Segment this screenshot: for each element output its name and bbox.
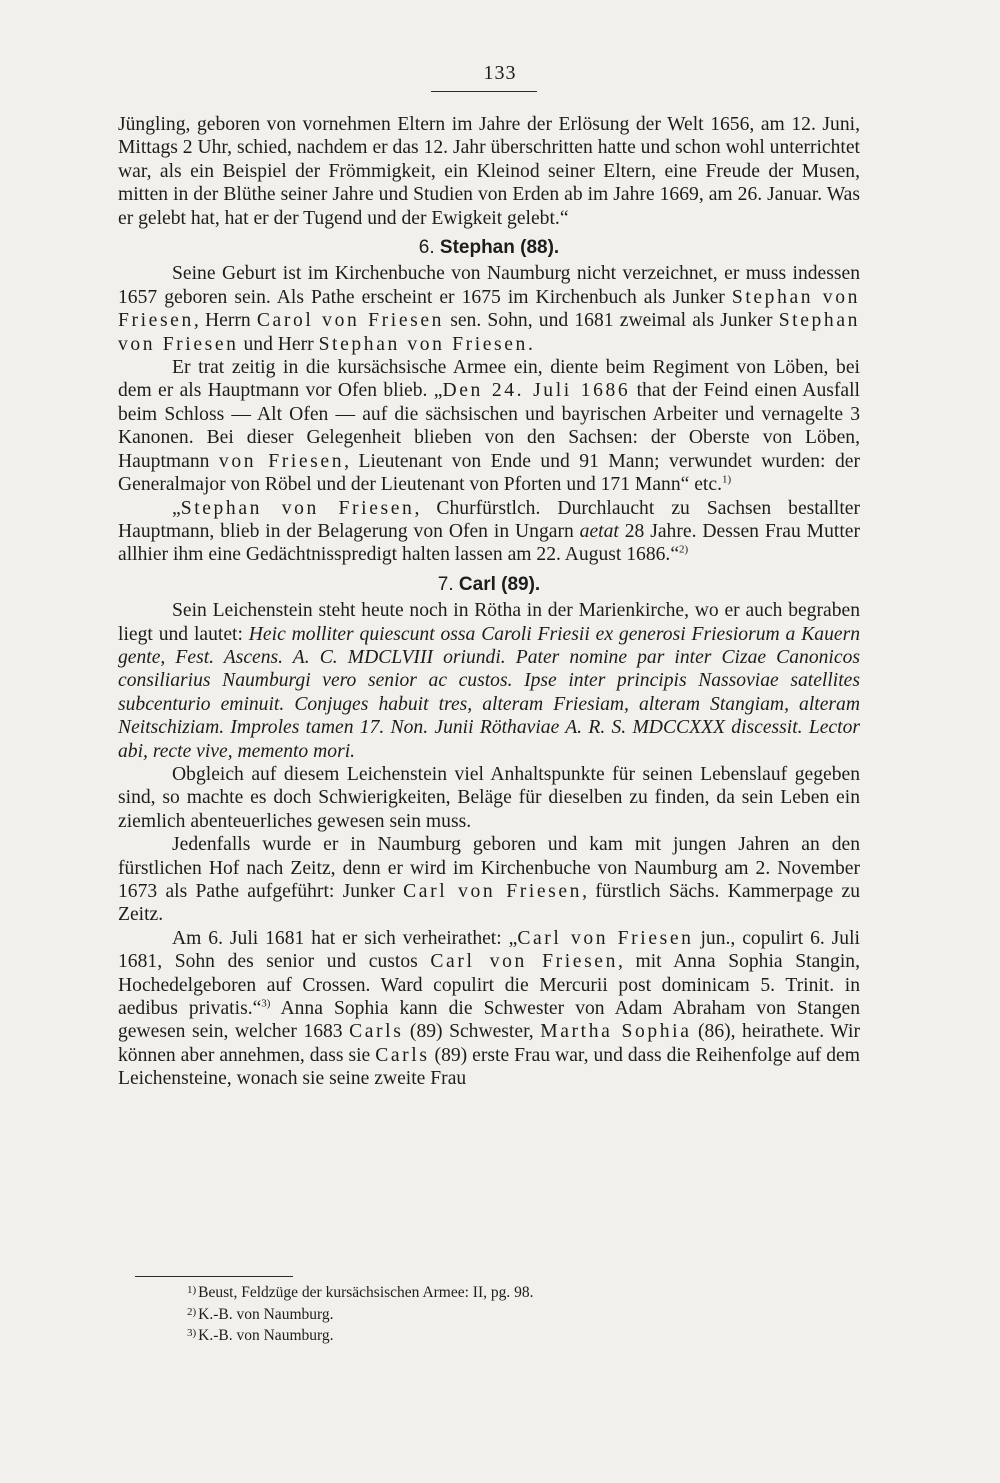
paragraph-text: Jüngling, geboren von vornehmen Eltern im Jahre der Erlösung der Welt 1656, am 12. Juni, Mittags 2 Uhr, schied, nachdem er das 12. Jahr überschritten hatte und schon wohl unterrichtet war, als ein Beispiel der Frömmigkeit, ein Kleinod seiner Eltern, eine Freude der Musen, mitten in der Blüthe seiner Jahre und Studien von Erden ab im Jahre 1669, am 26. Januar. Was er gelebt hat, hat er der Tugend und der Ewigkeit gelebt.“	[118, 114, 860, 229]
footnote	[187, 1281, 747, 1303]
text-run: und Herr	[238, 333, 319, 355]
spaced-name: Carl von Friesen	[430, 951, 618, 973]
spaced-name: Martha Sophia	[540, 1021, 692, 1043]
spaced-name: Carls	[375, 1044, 430, 1066]
section-title: Carl (89).	[458, 573, 541, 595]
text-run: (89) erste Frau war, und dass die Reihenfolge auf dem Leichensteine, wonach sie seine zweite Frau	[118, 1044, 860, 1090]
footnote-reference: 1)	[721, 473, 732, 486]
text-run: sen. Sohn, und 1681 zweimal als Junker	[444, 310, 779, 332]
spaced-name: Stephan von Friesen	[118, 286, 860, 332]
text-run: 28 Jahre. Dessen Frau Mutter allhier ihm eine Gedächtnisspredigt halten lassen am 22. August 1686.“	[118, 520, 860, 566]
latin-inscription: Heic molliter quiescunt ossa Caroli Friesii ex generosi Friesiorum a Kauern gente, Fest. Ascens. A. C. MDCLVIII oriundi. Pater nomine par inter Cizae Canonicos consiliarius Naumburgi vero senior ac custos. Ipse inter principis Nassoviae satellites subcenturio eminuit. Conjuges habuit tres, alteram Friesiam, alteram Stangiam, alteram Neitschiziam. Improles tamen 17. Non. Junii Röthaviae A. R. S. MDCCXXX discessit. Lector abi, recte vive, memento mori.	[118, 623, 860, 762]
section-title: Stephan (88).	[439, 237, 560, 259]
footnote	[187, 1324, 747, 1346]
spaced-name: Stephan von Friesen	[318, 333, 528, 355]
text-run: , fürstlich Sächs. Kammerpage zu Zeitz.	[118, 881, 860, 926]
paragraph-continued	[118, 113, 860, 230]
spaced-name: Stephan von Friesen	[118, 310, 861, 355]
page-number: 133	[483, 62, 517, 84]
text-run: „	[172, 497, 181, 519]
text-run: , mit Anna Sophia Stangin, Hochedelgeboren auf Crossen. Ward copulirt die Mercurii post dominicam 5. Trinit. in aedibus privatis.“	[118, 951, 860, 1020]
spaced-name: Stephan von Friesen	[180, 497, 415, 519]
section-number: 6.	[418, 237, 435, 259]
footnote-reference: 2)	[679, 543, 689, 556]
text-run: Er trat zeitig in die kursächsische Armee ein, diente beim Regiment von Löben, bei dem er als Hauptmann vor Ofen blieb. „	[118, 357, 860, 402]
footnote-mark: 2)	[187, 1305, 197, 1318]
text-run: Am 6. Juli 1681 hat er sich verheirathet: „	[172, 927, 518, 949]
paragraph	[118, 599, 860, 763]
spaced-date: Den 24. Juli 1686	[442, 380, 631, 402]
footnote-rule	[135, 1276, 293, 1277]
text-run: Jedenfalls wurde er in Naumburg geboren und kam mit jungen Jahren an den fürstlichen Hof nach Zeitz, denn er wird im Kirchenbuche von Naumburg am 2. November 1673 als Pathe aufgeführt: Junker	[118, 834, 860, 902]
footnote-text: K.-B. von Naumburg.	[198, 1305, 334, 1323]
spaced-name: Carol von Friesen	[256, 310, 445, 332]
text-run: (86), heirathete. Wir können aber annehmen, dass sie	[118, 1021, 860, 1066]
section-heading-carl	[118, 573, 860, 596]
paragraph	[118, 763, 860, 833]
spaced-name: von Friesen	[218, 450, 345, 472]
footnotes	[187, 1281, 747, 1346]
text-run: jun., copulirt 6. Juli 1681, Sohn des senior und custos	[118, 927, 860, 973]
spaced-name: Carl von Friesen	[403, 881, 583, 902]
text-run: Anna Sophia kann die Schwester von Adam Abraham von Stangen gewesen sein, welcher 1683	[118, 998, 860, 1043]
section-number: 7.	[437, 573, 454, 595]
spaced-name: Carls	[349, 1021, 404, 1043]
text-run: , Churfürstlch. Durchlaucht zu Sachsen bestallter Hauptmann, blieb in der Belagerung von Ofen in Ungarn	[118, 497, 860, 542]
footnote	[187, 1303, 747, 1325]
footnote-mark: 1)	[187, 1284, 197, 1296]
footnote-text: K.-B. von Naumburg.	[198, 1327, 334, 1344]
text-run: , Herrn	[193, 310, 257, 332]
paragraph	[118, 497, 860, 567]
text-run: Sein Leichenstein steht heute noch in Rötha in der Marienkirche, wo er auch begraben liegt und lautet:	[118, 600, 860, 645]
text-run: (89) Schwester,	[403, 1021, 541, 1043]
text-run: that der Feind einen Ausfall beim Schloss — Alt Ofen — auf die sächsischen und bayrischen Arbeiter und vernagelte 3 Kanonen. Bei dieser Gelegenheit blieben von den Sachsen: der Oberste von Löben, Hauptmann	[118, 380, 860, 472]
latin-word: aetat	[579, 520, 619, 542]
section-heading-stephan	[118, 236, 860, 259]
paragraph	[118, 262, 860, 356]
text-run: , Lieutenant von Ende und 91 Mann; verwundet wurden: der Generalmajor von Röbel und der Lieutenant von Pforten und 171 Mann“ etc.	[118, 450, 860, 496]
paragraph	[118, 833, 860, 927]
text-run: .	[527, 333, 533, 355]
text-run: Seine Geburt ist im Kirchenbuche von Naumburg nicht verzeichnet, er muss indessen 1657 geboren sein. Als Pathe erscheint er 1675 im Kirchenbuch als Junker	[118, 263, 860, 308]
text-run: Obgleich auf diesem Leichenstein viel Anhaltspunkte für seinen Lebenslauf gegeben sind, so machte es doch Schwierigkeiten, Beläge für dieselben zu finden, da sein Leben ein ziemlich abenteuerliches gewesen sein muss.	[118, 763, 860, 832]
paragraph	[118, 356, 860, 496]
footnote-text: Beust, Feldzüge der kursächsischen Armee: II, pg. 98.	[198, 1284, 534, 1301]
footnote-mark: 3)	[187, 1327, 197, 1339]
footnote-reference: 3)	[261, 997, 271, 1010]
spaced-name: Carl von Friesen	[517, 927, 694, 949]
body-text	[118, 113, 860, 1091]
page-number-rule	[431, 91, 537, 92]
paragraph	[118, 927, 860, 1091]
